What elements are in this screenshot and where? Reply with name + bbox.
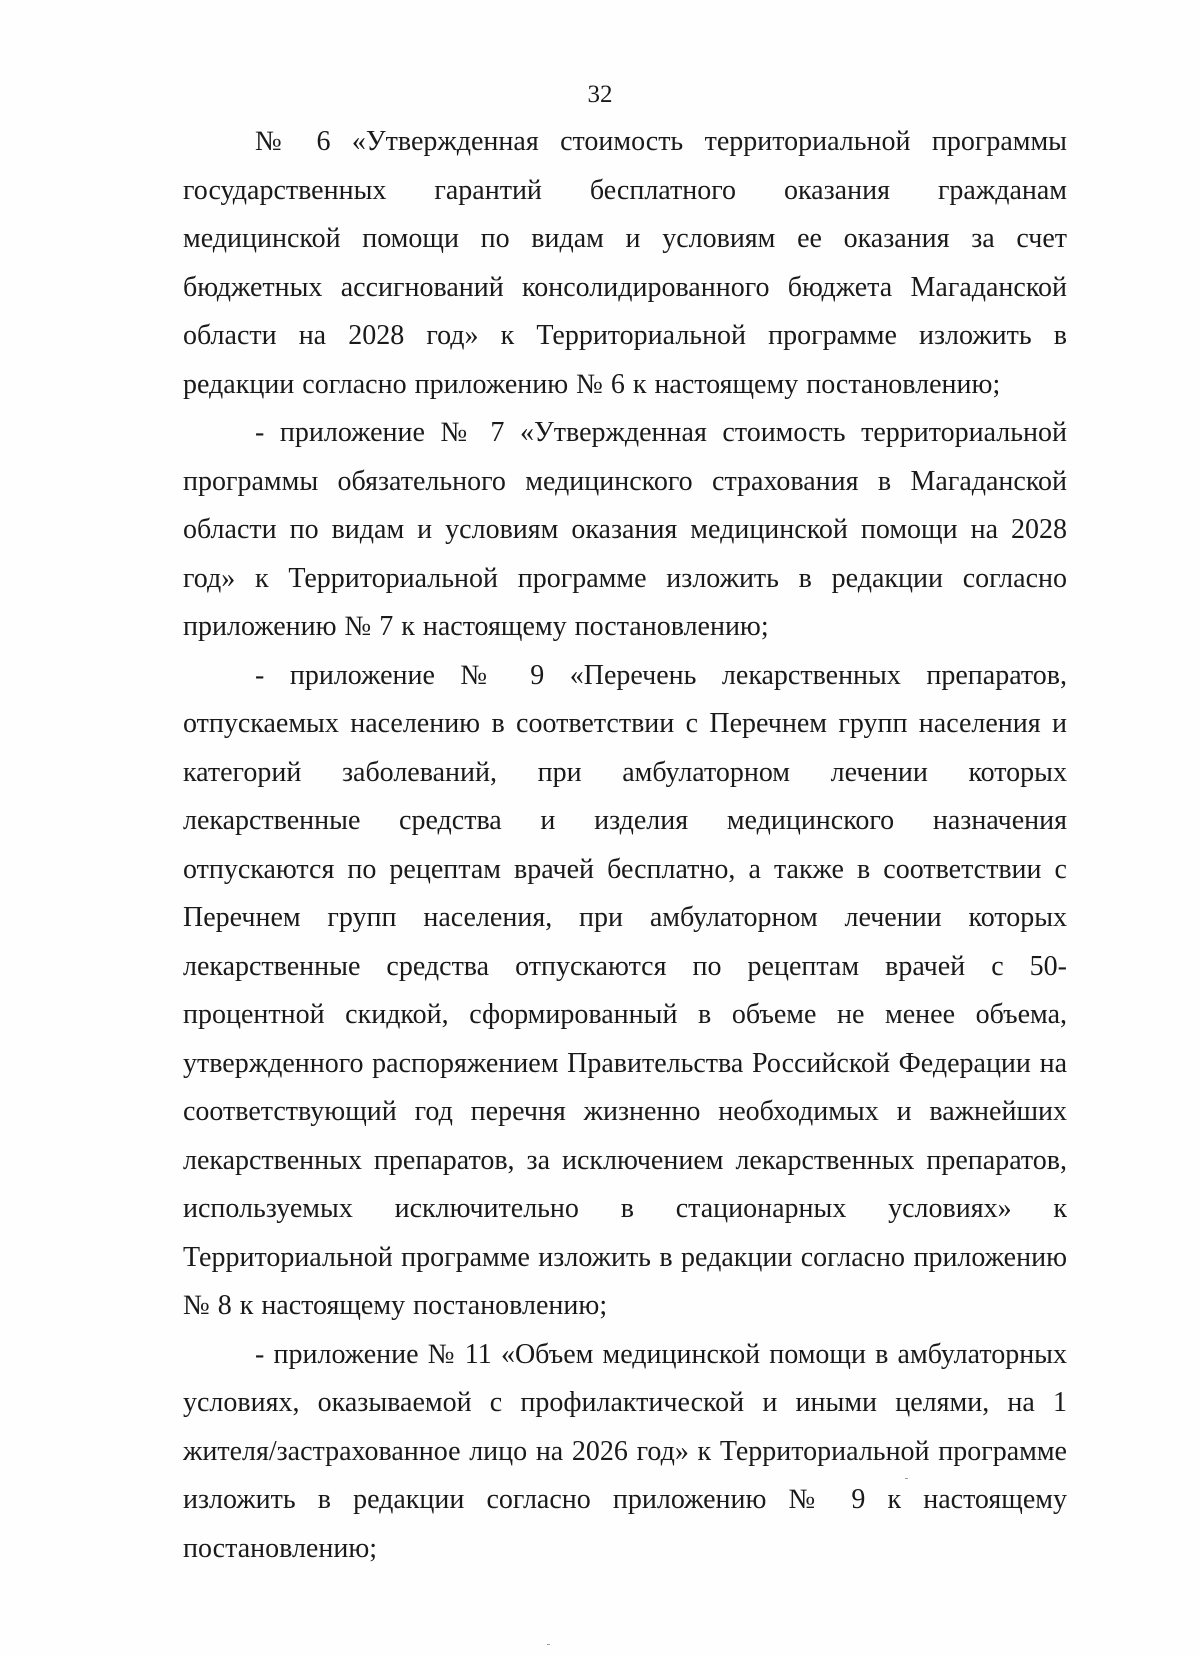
document-body — [183, 118, 1067, 1573]
paragraph-appendix-11: - приложение № 11 «Объем медицинской помощи в амбулаторных условиях, оказываемой с профилактической и иными целями, на 1 жителя/застрахованное лицо на 2026 год» к Территориальной программе изложить в редакции согласно приложению № 9 к настоящему постановлению; — [183, 1338, 1067, 1564]
scan-speck — [905, 1478, 908, 1479]
paragraph-appendix-7: - приложение № 7 «Утвержденная стоимость территориальной программы обязательного медицинского страхования в Магаданской области по видам и условиям оказания медицинской помощи на 2028 год» к Территориальной программе изложить в редакции согласно приложению № 7 к настоящему постановлению; — [183, 417, 1067, 642]
page-number: 32 — [587, 81, 613, 108]
scan-speck — [547, 1644, 550, 1645]
paragraph-appendix-9: - приложение № 9 «Перечень лекарственных препаратов, отпускаемых населению в соответствии с Перечнем групп населения и категорий заболеваний, при амбулаторном лечении которых лекарственные средства и изделия медицинского назначения отпускаются по рецептам врачей бесплатно, а также в соответствии с Перечнем групп населения, при амбулаторном лечении которых лекарственные средства отпускаются по рецептам врачей с 50-процентной скидкой, сформированный в объеме не менее объема, утвержденного распоряжением Правительства Российской Федерации на соответствующий год перечня жизненно необходимых и важнейших лекарственных препаратов, за исключением лекарственных препаратов, используемых исключительно в стационарных условиях» к Территориальной программе изложить в редакции согласно приложению № 8 к настоящему постановлению; — [183, 659, 1067, 1321]
paragraph-appendix-6: № 6 «Утвержденная стоимость территориальной программы государственных гарантий бесплатного оказания гражданам медицинской помощи по видам и условиям ее оказания за счет бюджетных ассигнований консолидированного бюджета Магаданской области на 2028 год» к Территориальной программе изложить в редакции согласно приложению № 6 к настоящему постановлению; — [183, 126, 1067, 400]
